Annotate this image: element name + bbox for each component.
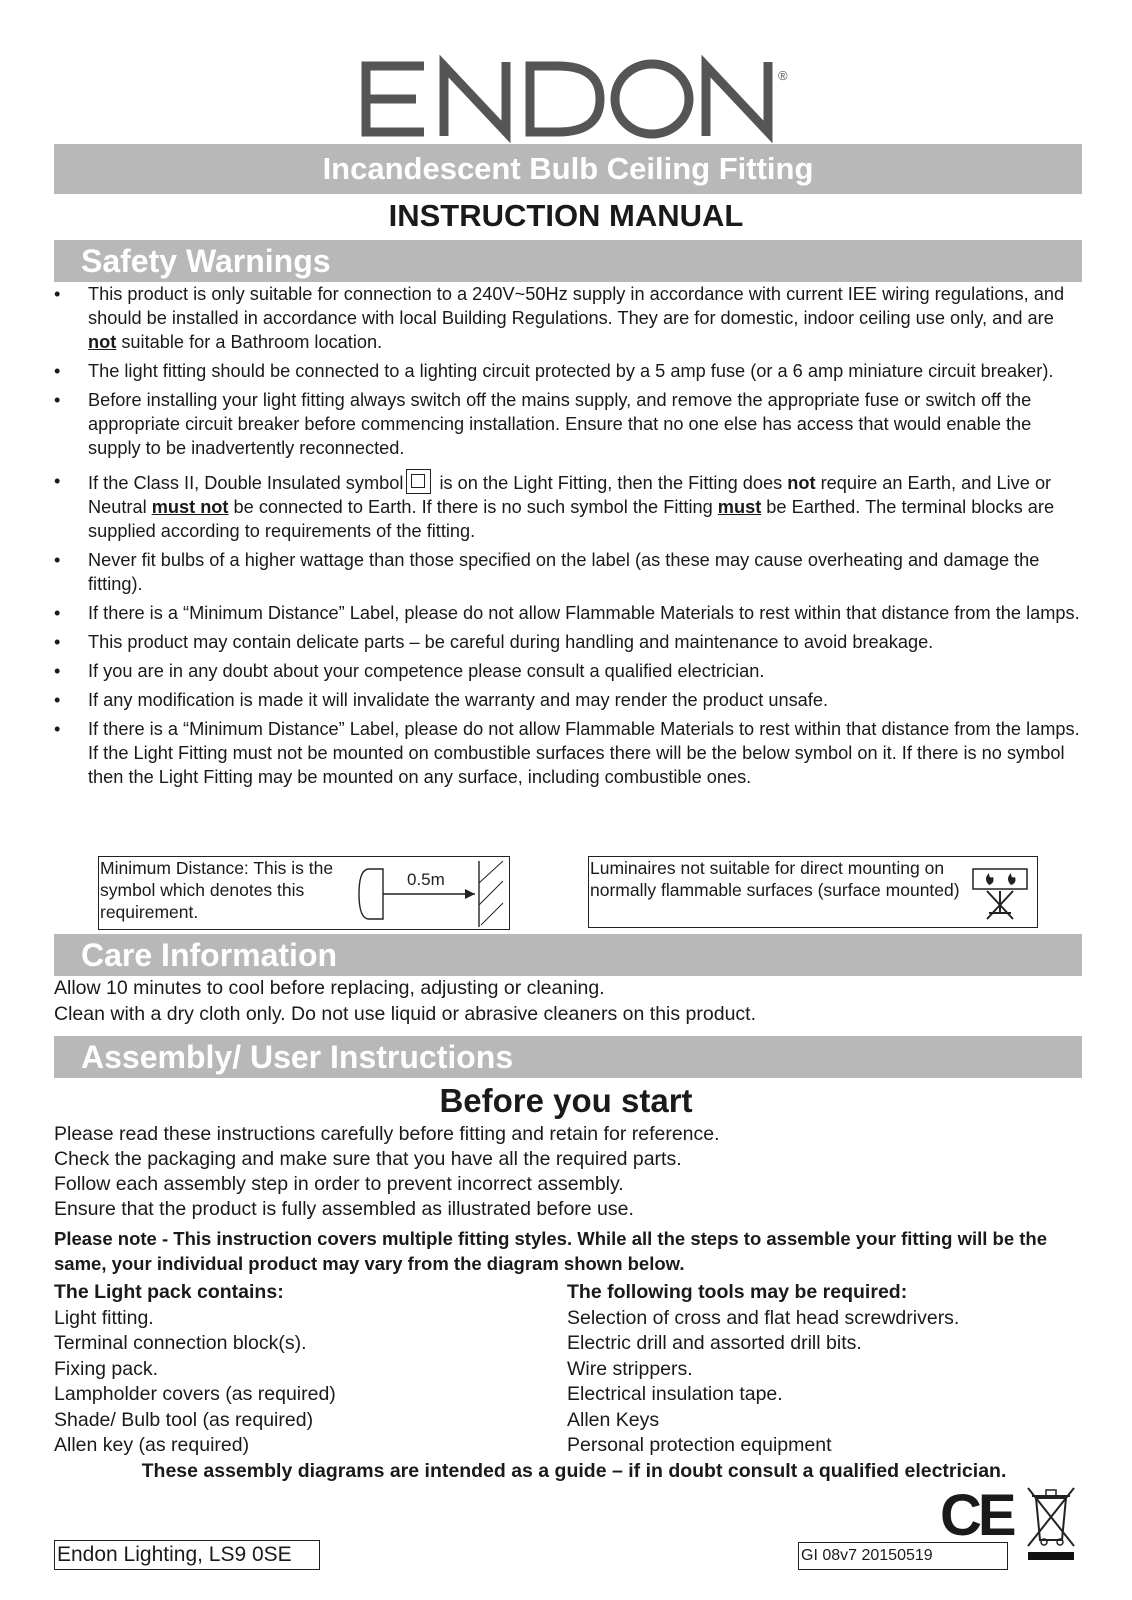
endon-logo <box>360 58 788 140</box>
list-item: Light fitting. <box>54 1306 154 1329</box>
list-item: Allen key (as required) <box>54 1434 250 1456</box>
care-line: Clean with a dry cloth only. Do not use liquid or abrasive cleaners on this product. <box>54 1003 757 1025</box>
list-item: Electric drill and assorted drill bits. <box>567 1332 862 1354</box>
no-flammable-surface-icon <box>967 863 1033 921</box>
guide-note: These assembly diagrams are intended as a guide – if in doubt consult a qualified electrician. <box>141 1460 1007 1482</box>
pack-heading: The Light pack contains: <box>54 1281 284 1303</box>
list-item: • If you are in any doubt about your competence please consult a qualified electrician. <box>54 659 1084 683</box>
list-item: Wire strippers. <box>567 1357 693 1380</box>
tools-heading: The following tools may be required: <box>567 1281 908 1303</box>
list-item: Shade/ Bulb tool (as required) <box>54 1408 314 1431</box>
multiple-styles-note: Please note - This instruction covers multiple fitting styles. While all the steps to assemble your fitting will be the same, your individual product may vary from the diagram shown below. <box>54 1228 1048 1274</box>
instruction-line: Follow each assembly step in order to prevent incorrect assembly. <box>54 1173 624 1195</box>
min-distance-icon <box>357 859 507 927</box>
instruction-line: Please read these instructions carefully before fitting and retain for reference. <box>54 1123 720 1145</box>
min-distance-text: Minimum Distance: This is the symbol which denotes this requirement. <box>100 858 334 922</box>
list-item: Selection of cross and flat head screwdrivers. <box>567 1306 960 1329</box>
before-you-start-heading: Before you start <box>439 1082 693 1119</box>
ce-mark-icon: CE <box>940 1483 1013 1548</box>
class-ii-icon <box>406 469 431 494</box>
safety-warnings-list <box>54 282 1084 794</box>
list-item: • This product may contain delicate parts – be careful during handling and maintenance to avoid breakage. <box>54 630 1084 654</box>
care-heading: Care Information <box>54 934 1082 976</box>
list-item: • If any modification is made it will invalidate the warranty and may render the product unsafe. <box>54 688 1084 712</box>
care-line: Allow 10 minutes to cool before replacing, adjusting or cleaning. <box>54 977 605 999</box>
document-title: INSTRUCTION MANUAL <box>388 198 744 233</box>
list-item: Terminal connection block(s). <box>54 1332 307 1354</box>
list-item: • If there is a “Minimum Distance” Label, please do not allow Flammable Materials to rest within that distance from the lamps. <box>54 601 1084 625</box>
safety-heading: Safety Warnings <box>54 240 1082 282</box>
weee-bin-icon <box>1024 1484 1078 1562</box>
list-item: Electrical insulation tape. <box>567 1383 783 1405</box>
pack-contents <box>54 1280 336 1459</box>
list-item: Personal protection equipment <box>567 1434 832 1456</box>
assembly-heading: Assembly/ User Instructions <box>54 1036 1082 1078</box>
instruction-line: Ensure that the product is fully assembled as illustrated before use. <box>54 1198 634 1220</box>
footer-code: GI 08v7 20150519 <box>798 1542 1008 1570</box>
list-item: • Before installing your light fitting always switch off the mains supply, and remove the appropriate fuse or switch off the appropriate circuit breaker before commencing installation. Ensure that no one else has access that would enable the supply to be inadvertently reconnected. <box>54 388 1084 460</box>
list-item: • The light fitting should be connected to a lighting circuit protected by a 5 amp fuse (or a 6 amp miniature circuit breaker). <box>54 359 1084 383</box>
min-distance-box <box>98 856 510 930</box>
footer-address: Endon Lighting, LS9 0SE <box>54 1540 320 1570</box>
list-item: Allen Keys <box>567 1408 660 1431</box>
tools-required <box>567 1280 959 1459</box>
list-item: • If the Class II, Double Insulated symbol is on the Light Fitting, then the Fitting does not require an Earth, and Live or Neutral must not be connected to Earth. If there is no such symbol the Fitting must be Earthed. The terminal blocks are supplied according to requirements of the fitting. <box>54 469 1084 543</box>
luminaires-text: Luminaires not suitable for direct mounting on normally flammable surfaces (surface mounted) <box>590 858 960 900</box>
registered-mark: ® <box>778 68 788 83</box>
product-title: Incandescent Bulb Ceiling Fitting <box>54 144 1082 194</box>
list-item: • This product is only suitable for connection to a 240V~50Hz supply in accordance with current IEE wiring regulations, and should be installed in accordance with local Building Regulations. They are for domestic, indoor ceiling use only, and are not suitable for a Bathroom location. <box>54 282 1084 354</box>
list-item: • Never fit bulbs of a higher wattage than those specified on the label (as these may cause overheating and damage the fitting). <box>54 548 1084 596</box>
list-item: • If there is a “Minimum Distance” Label, please do not allow Flammable Materials to rest within that distance from the lamps. If the Light Fitting must not be mounted on combustible surfaces there will be the below symbol on it. If there is no symbol then the Light Fitting may be mounted on any surface, including combustible ones. <box>54 717 1084 789</box>
instruction-line: Check the packaging and make sure that you have all the required parts. <box>54 1148 682 1170</box>
luminaires-box <box>588 856 1038 928</box>
list-item: Fixing pack. <box>54 1357 159 1380</box>
list-item: Lampholder covers (as required) <box>54 1383 336 1405</box>
min-distance-value: 0.5m <box>407 870 445 889</box>
